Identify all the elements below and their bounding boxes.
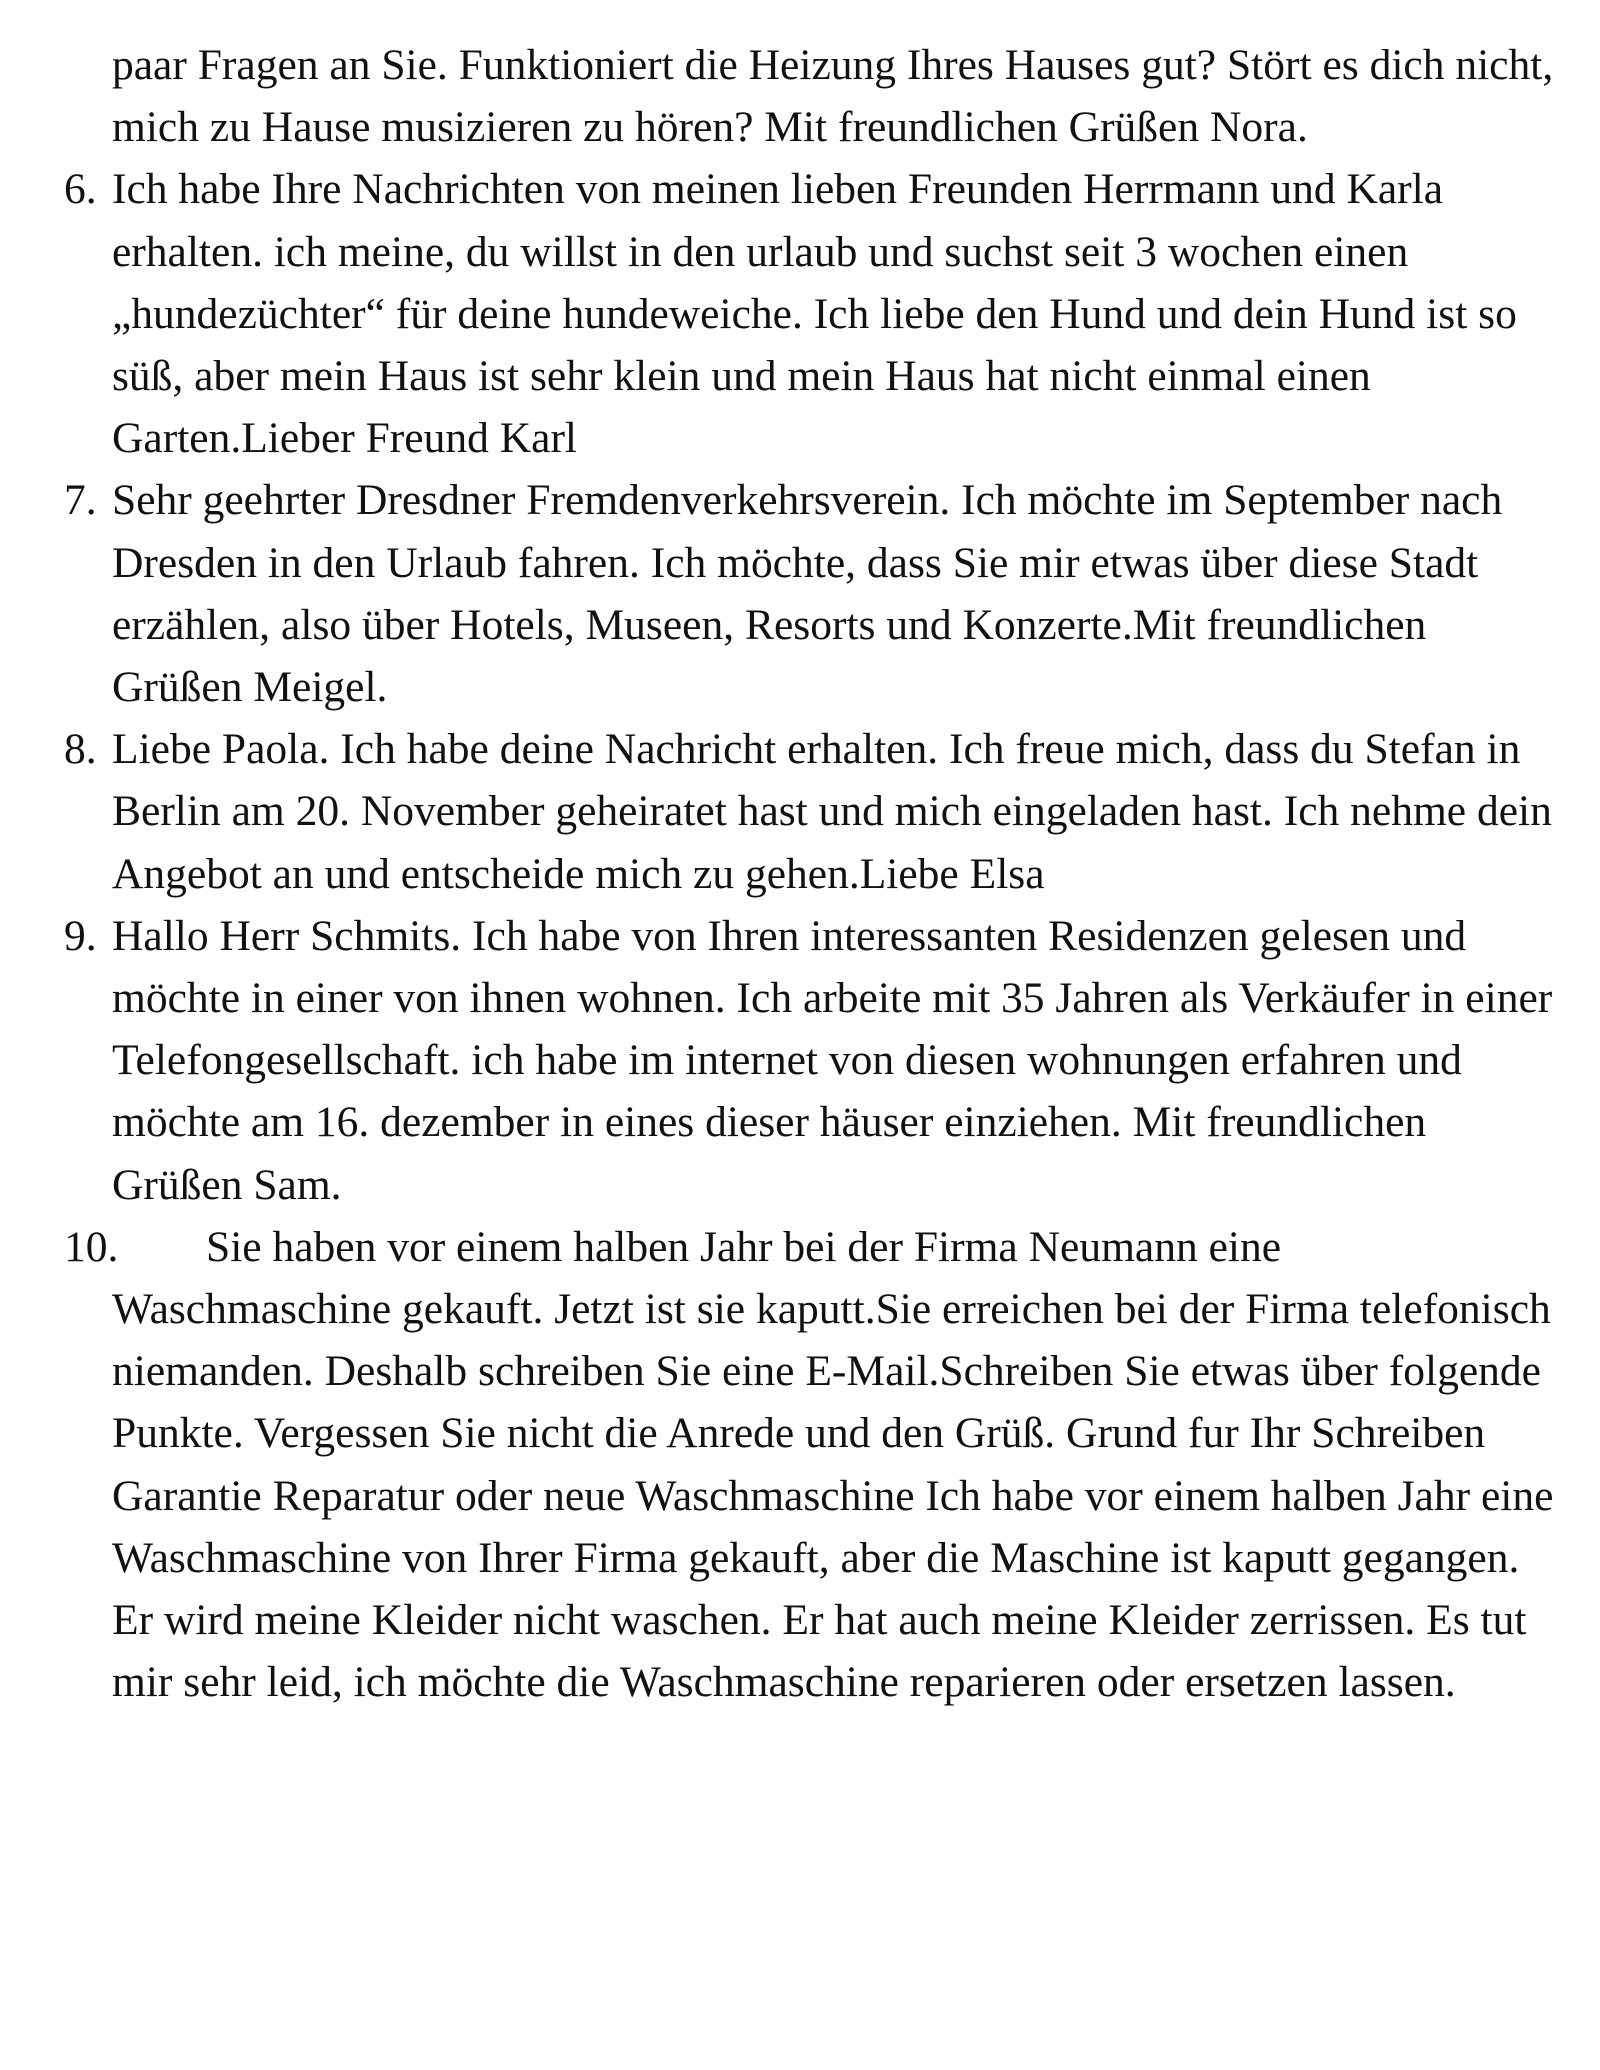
list-item-text <box>112 1216 1562 1714</box>
list-item-text: Hallo Herr Schmits. Ich habe von Ihren interessanten Residenzen gelesen und möchte in einer von ihnen wohnen. Ich arbeite mit 35 Jahren als Verkäufer in einer Telefongesellschaft. ich habe im internet von diesen wohnungen erfahren und möchte am 16. dezember in eines dieser häuser einziehen. Mit freundlichen Grüßen Sam. <box>112 911 1553 1209</box>
list-number: 9. <box>64 911 97 960</box>
list-item-text-content: Sie haben vor einem halben Jahr bei der Firma Neumann eine Waschmaschine gekauft. Jetzt ist sie kaputt.Sie erreichen bei der Firma telefonisch niemanden. Deshalb schreiben Sie eine E-Mail.Schreiben Sie etwas über folgende Punkte. Vergessen Sie nicht die Anrede und den Grüß. Grund fur Ihr Schreiben Garantie Reparatur oder neue Waschmaschine Ich habe vor einem halben Jahr eine Waschmaschine von Ihrer Firma gekauft, aber die Maschine ist kaputt gegangen. Er wird meine Kleider nicht waschen. Er hat auch meine Kleider zerrissen. Es tut mir sehr leid, ich möchte die Waschmaschine reparieren oder ersetzen lassen. <box>112 1222 1554 1707</box>
list-item-text: Liebe Paola. Ich habe deine Nachricht erhalten. Ich freue mich, dass du Stefan in Berlin am 20. November geheiratet hast und mich eingeladen hast. Ich nehme dein Angebot an und entscheide mich zu gehen.Liebe Elsa <box>112 725 1552 898</box>
document-body <box>64 34 1562 1713</box>
list-item-10 <box>64 1216 1562 1714</box>
list-item-6 <box>64 158 1562 469</box>
list-number: 7. <box>64 476 97 525</box>
list-item-8 <box>64 718 1562 905</box>
list-item-text: Ich habe Ihre Nachrichten von meinen lieben Freunden Herrmann und Karla erhalten. ich meine, du willst in den urlaub und suchst seit 3 wochen einen „hundezüchter“ für deine hundeweiche. Ich liebe den Hund und dein Hund ist so süß, aber mein Haus ist sehr klein und mein Haus hat nicht einmal einen Garten.Lieber Freund Karl <box>112 165 1517 463</box>
continued-paragraph: paar Fragen an Sie. Funktioniert die Heizung Ihres Hauses gut? Stört es dich nicht, mich zu Hause musizieren zu hören? Mit freundlichen Grüßen Nora. <box>112 41 1554 152</box>
list-number: 10. <box>64 1222 119 1271</box>
list-item-9 <box>64 905 1562 1216</box>
list-number: 6. <box>64 165 97 214</box>
list-item-text: Sehr geehrter Dresdner Fremdenverkehrsverein. Ich möchte im September nach Dresden in den Urlaub fahren. Ich möchte, dass Sie mir etwas über diese Stadt erzählen, also über Hotels, Museen, Resorts und Konzerte.Mit freundlichen Grüßen Meigel. <box>112 476 1503 712</box>
list-number: 8. <box>64 725 97 774</box>
list-item-7 <box>64 469 1562 718</box>
